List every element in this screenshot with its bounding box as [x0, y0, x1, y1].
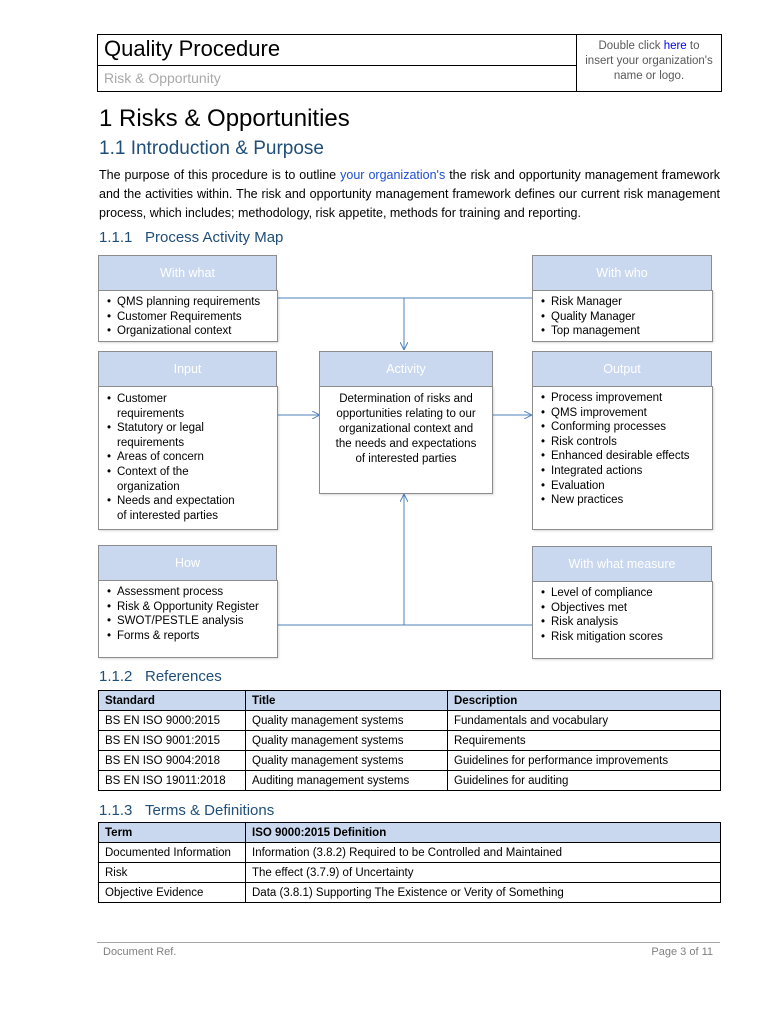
list-item: • QMS improvement — [541, 406, 712, 421]
list-item: • Evaluation — [541, 479, 712, 494]
terms-table — [98, 822, 721, 903]
how-list — [107, 585, 277, 643]
input-list — [107, 392, 237, 523]
measure-list — [541, 586, 712, 644]
table-row — [99, 711, 721, 731]
list-item: • Needs and expectation of interested parties — [107, 494, 237, 523]
footer-divider — [97, 942, 720, 943]
how-box — [98, 580, 278, 658]
column-header: ISO 9000:2015 Definition — [246, 823, 721, 843]
document-ref: Document Ref. — [103, 946, 177, 958]
input-header: Input — [98, 351, 277, 387]
table-row — [99, 883, 721, 903]
list-item: • QMS planning requirements — [107, 295, 277, 310]
references-heading — [99, 668, 222, 685]
table-cell: Objective Evidence — [99, 883, 246, 903]
list-item: • Risk Manager — [541, 295, 712, 310]
table-cell: BS EN ISO 9004:2018 — [99, 751, 246, 771]
table-cell: Fundamentals and vocabulary — [448, 711, 721, 731]
list-item: • Level of compliance — [541, 586, 712, 601]
list-item: • Customer Requirements — [107, 310, 277, 325]
heading-number: 1.1.3 — [99, 802, 133, 819]
table-cell: BS EN ISO 9001:2015 — [99, 731, 246, 751]
table-cell: Guidelines for performance improvements — [448, 751, 721, 771]
heading-number: 1.1.1 — [99, 229, 133, 246]
logo-insert-link[interactable]: here — [663, 40, 687, 52]
column-header: Standard — [99, 691, 246, 711]
activity-header: Activity — [319, 351, 493, 387]
table-row — [99, 751, 721, 771]
document-subtitle: Risk & Opportunity — [104, 70, 221, 86]
table-cell: The effect (3.7.9) of Uncertainty — [246, 863, 721, 883]
table-row — [99, 863, 721, 883]
table-cell: Documented Information — [99, 843, 246, 863]
heading-number: 1.1.2 — [99, 668, 133, 685]
logo-text-suffix: to — [686, 40, 700, 52]
list-item: • Top management — [541, 324, 712, 339]
table-row — [99, 771, 721, 791]
logo-text-line2: insert your organization's — [585, 55, 713, 67]
list-item: • Process improvement — [541, 391, 712, 406]
heading-text: Process Activity Map — [145, 229, 284, 246]
list-item: • Statutory or legal requirements — [107, 421, 237, 450]
list-item: • Risk mitigation scores — [541, 630, 712, 645]
table-cell: BS EN ISO 9000:2015 — [99, 711, 246, 731]
document-title: Quality Procedure — [104, 36, 281, 61]
list-item: • Objectives met — [541, 601, 712, 616]
list-item: • Integrated actions — [541, 464, 712, 479]
list-item: • Enhanced desirable effects — [541, 449, 712, 464]
table-cell: Data (3.8.1) Supporting The Existence or Verity of Something — [246, 883, 721, 903]
list-item: • Customer requirements — [107, 392, 237, 421]
list-item: • Areas of concern — [107, 450, 237, 465]
para-suffix: the risk and opportunity management framework and the activities within. The risk and opportunity management framework defines our current risk management process, which includes; methodology, risk appetite, methods for training and reporting. — [99, 168, 721, 220]
output-list — [541, 391, 712, 508]
table-cell: Quality management systems — [246, 731, 448, 751]
terms-heading — [99, 802, 274, 819]
logo-text-prefix: Double click — [598, 40, 664, 52]
with-who-box — [532, 290, 713, 342]
with-what-list — [107, 295, 277, 339]
with-who-header: With who — [532, 255, 712, 291]
list-item: • Organizational context — [107, 324, 277, 339]
logo-text-line3: name or logo. — [613, 70, 685, 82]
list-item: • Quality Manager — [541, 310, 712, 325]
output-box — [532, 386, 713, 530]
list-item: • Forms & reports — [107, 629, 277, 644]
list-item: • Conforming processes — [541, 420, 712, 435]
table-cell: Quality management systems — [246, 751, 448, 771]
list-item: • Risk & Opportunity Register — [107, 600, 277, 615]
list-item: • New practices — [541, 493, 712, 508]
table-row — [99, 731, 721, 751]
section-heading-2: 1.1 Introduction & Purpose — [99, 138, 324, 159]
section-heading-1: 1 Risks & Opportunities — [99, 105, 350, 132]
with-what-header: With what — [98, 255, 277, 291]
activity-box — [319, 386, 493, 494]
list-item: • SWOT/PESTLE analysis — [107, 614, 277, 629]
column-header: Term — [99, 823, 246, 843]
table-cell: Information (3.8.2) Required to be Controlled and Maintained — [246, 843, 721, 863]
organization-field[interactable]: your organization's — [340, 168, 446, 182]
table-cell: Requirements — [448, 731, 721, 751]
list-item: • Assessment process — [107, 585, 277, 600]
page-number: Page 3 of 11 — [651, 946, 713, 958]
how-header: How — [98, 545, 277, 581]
list-item: • Risk controls — [541, 435, 712, 450]
table-cell: BS EN ISO 19011:2018 — [99, 771, 246, 791]
with-what-measure-header: With what measure — [532, 546, 712, 582]
list-item: • Risk analysis — [541, 615, 712, 630]
with-what-measure-box — [532, 581, 713, 659]
column-header: Title — [246, 691, 448, 711]
table-header-row — [99, 823, 721, 843]
heading-text: References — [145, 668, 222, 685]
column-header: Description — [448, 691, 721, 711]
table-cell: Auditing management systems — [246, 771, 448, 791]
references-table — [98, 690, 721, 791]
heading-text: Terms & Definitions — [145, 802, 275, 819]
table-cell: Guidelines for auditing — [448, 771, 721, 791]
input-box — [98, 386, 278, 530]
table-row — [99, 843, 721, 863]
para-prefix: The purpose of this procedure is to outline — [99, 168, 341, 182]
with-who-list — [541, 295, 712, 339]
table-cell: Risk — [99, 863, 246, 883]
activity-text: Determination of risks and opportunities relating to our organizational context and the needs and expectations of interested parties — [335, 393, 477, 465]
table-header-row — [99, 691, 721, 711]
output-header: Output — [532, 351, 712, 387]
table-cell: Quality management systems — [246, 711, 448, 731]
with-what-box — [98, 290, 278, 342]
list-item: • Context of the organization — [107, 465, 237, 494]
